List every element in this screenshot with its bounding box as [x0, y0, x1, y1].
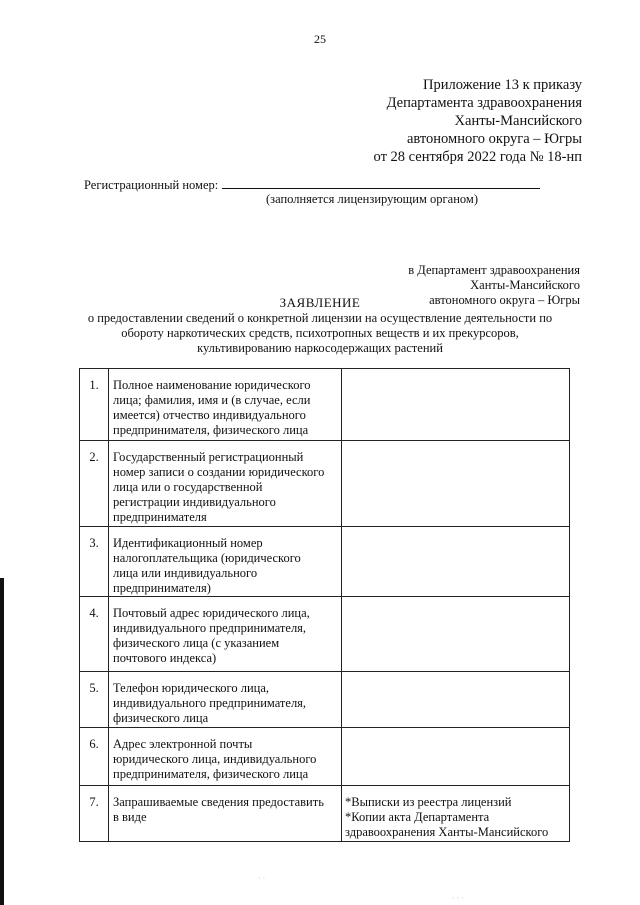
row-label-line: почтового индекса) — [113, 651, 217, 665]
row-label-line: юридического лица, индивидуального — [113, 752, 317, 766]
appendix-reference — [374, 76, 582, 166]
scan-artifact: · · · — [452, 894, 464, 903]
row-label-line: Полное наименование юридического — [113, 378, 311, 392]
row-label — [109, 597, 342, 672]
row-label-line: Телефон юридического лица, — [113, 681, 269, 695]
page-number: 25 — [314, 32, 326, 46]
row-label — [109, 527, 342, 597]
row-label-line: лица или индивидуального — [113, 566, 258, 580]
row-value-field[interactable] — [342, 441, 570, 527]
row-label-line: предпринимателя) — [113, 581, 211, 595]
row-value-field[interactable] — [342, 369, 570, 441]
document-title: ЗАЯВЛЕНИЕ — [279, 295, 361, 310]
scan-edge-bar — [0, 578, 4, 905]
row-value-field[interactable] — [342, 672, 570, 728]
row-value-line: *Выписки из реестра лицензий — [345, 795, 512, 809]
registration-hint: (заполняется лицензирующим органом) — [266, 192, 478, 206]
row-number: 3. — [80, 527, 109, 597]
row-number: 1. — [80, 369, 109, 441]
registration-number-field[interactable] — [222, 177, 540, 189]
row-label — [109, 369, 342, 441]
row-label — [109, 672, 342, 728]
row-label-line: предпринимателя — [113, 510, 207, 524]
addressee-line: автономного округа – Югры — [429, 293, 580, 307]
row-label-line: налогоплательщика (юридического — [113, 551, 301, 565]
table-row — [80, 597, 570, 672]
row-label-line: имеется) отчество индивидуального — [113, 408, 306, 422]
row-label-line: предпринимателя, физического лица — [113, 423, 309, 437]
row-label-line: индивидуального предпринимателя, — [113, 621, 307, 635]
row-value-field[interactable] — [342, 527, 570, 597]
row-label — [109, 786, 342, 842]
scan-artifact: · · — [258, 874, 266, 883]
row-number: 5. — [80, 672, 109, 728]
row-label-line: предпринимателя, физического лица — [113, 767, 309, 781]
row-value-field[interactable] — [342, 597, 570, 672]
application-form-table — [79, 368, 570, 842]
appendix-line: Приложение 13 к приказу — [423, 77, 582, 93]
appendix-line: от 28 сентября 2022 года № 18-нп — [373, 149, 582, 165]
appendix-line: Ханты-Мансийского — [454, 113, 582, 129]
row-label-line: номер записи о создании юридического — [113, 465, 325, 479]
row-label-line: Почтовый адрес юридического лица, — [113, 606, 310, 620]
table-row — [80, 527, 570, 597]
row-number: 2. — [80, 441, 109, 527]
document-subtitle — [60, 311, 580, 356]
row-number: 7. — [80, 786, 109, 842]
row-label-line: индивидуального предпринимателя, — [113, 696, 307, 710]
table-row — [80, 441, 570, 527]
subtitle-line: обороту наркотических средств, психотропных веществ и их прекурсоров, — [121, 326, 519, 340]
row-value-line: *Копии акта Департамента — [345, 810, 490, 824]
row-label-line: лица или о государственной — [113, 480, 263, 494]
row-label-line: Адрес электронной почты — [113, 737, 253, 751]
row-value-field[interactable] — [342, 728, 570, 786]
row-label — [109, 728, 342, 786]
registration-label: Регистрационный номер: — [84, 178, 219, 192]
registration-number — [84, 177, 540, 193]
subtitle-line: культивированию наркосодержащих растений — [197, 341, 443, 355]
form-table-body — [80, 369, 570, 842]
row-label-line: Запрашиваемые сведения предоставить — [113, 795, 324, 809]
row-label-line: физического лица — [113, 711, 209, 725]
table-row — [80, 786, 570, 842]
table-row — [80, 672, 570, 728]
row-label-line: Государственный регистрационный — [113, 450, 304, 464]
addressee-line: Ханты-Мансийского — [470, 278, 580, 292]
row-label-line: регистрации индивидуального — [113, 495, 276, 509]
addressee-line: в Департамент здравоохранения — [408, 263, 580, 277]
row-label-line: физического лица (с указанием — [113, 636, 280, 650]
subtitle-line: о предоставлении сведений о конкретной лицензии на осуществление деятельности по — [87, 311, 553, 325]
row-label-line: в виде — [113, 810, 147, 824]
table-row — [80, 728, 570, 786]
appendix-line: автономного округа – Югры — [406, 131, 582, 147]
row-label-line: лица; фамилия, имя и (в случае, если — [113, 393, 311, 407]
row-number: 4. — [80, 597, 109, 672]
row-label — [109, 441, 342, 527]
row-number: 6. — [80, 728, 109, 786]
row-value-field[interactable] — [342, 786, 570, 842]
table-row — [80, 369, 570, 441]
row-value-line: здравоохранения Ханты-Мансийского — [345, 825, 549, 839]
appendix-line: Департамента здравоохранения — [386, 95, 582, 111]
row-label-line: Идентификационный номер — [113, 536, 263, 550]
